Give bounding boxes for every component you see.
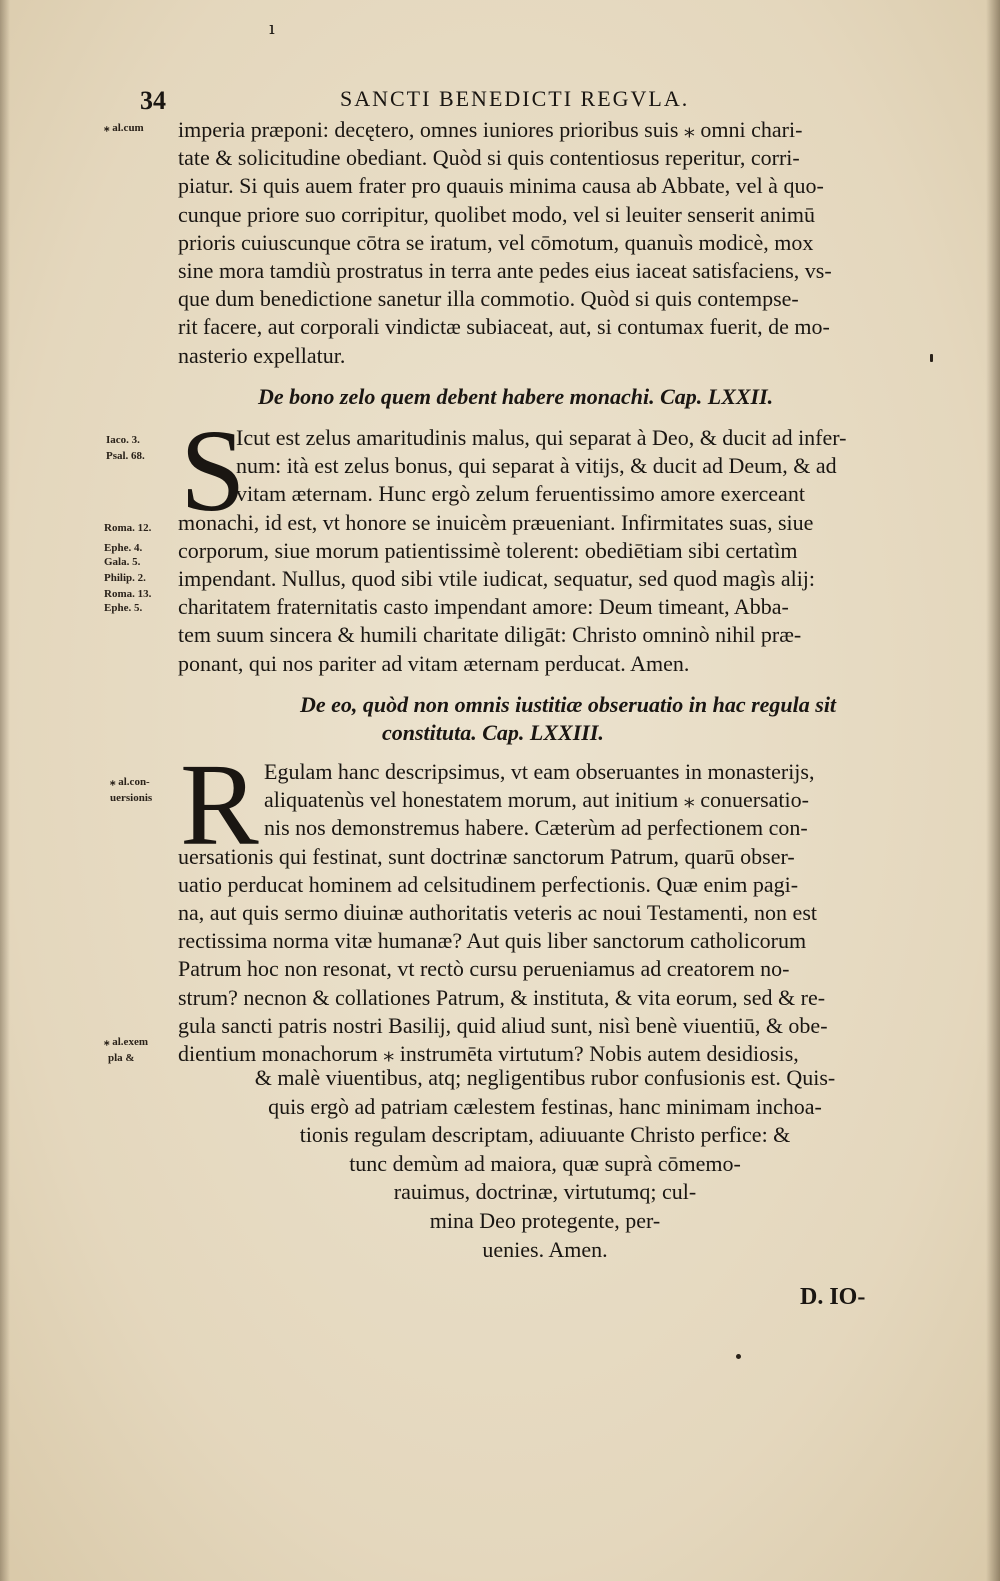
text-line: & malè viuentibus, atq; negligentibus rubor confusionis est. Quis- bbox=[254, 1065, 836, 1090]
text-line: Icut est zelus amaritudinis malus, qui separat à Deo, & ducit ad infer- bbox=[236, 425, 847, 450]
text-line: nis nos demonstremus habere. Cæterùm ad perfectionem con- bbox=[264, 815, 808, 841]
text-line: nasterio expellatur. bbox=[178, 342, 346, 368]
text-line: charitatem fraternitatis casto impendant amore: Deum timeant, Abba- bbox=[178, 594, 789, 620]
chapter-73-heading-line1: De eo, quòd non omnis iustitiæ obseruatio in hac regula sit bbox=[300, 692, 837, 717]
text-line: gula sancti patris nostri Basilij, quid aliud sunt, nisì benè viuentiū, & obe- bbox=[178, 1012, 828, 1038]
page-number: 34 bbox=[140, 86, 166, 115]
chapter-72-heading: De bono zelo quem debent habere monachi. Cap. LXXII. bbox=[258, 384, 774, 409]
text-line: dientium monachorum ⁎ instrumēta virtutum? Nobis autem desidiosis, bbox=[178, 1041, 799, 1067]
page-left-shadow bbox=[0, 0, 10, 1581]
chapter-72-text bbox=[178, 509, 895, 678]
margin-note-ephe5: Ephe. 5. bbox=[104, 602, 143, 614]
catchword: D. IO- bbox=[800, 1284, 866, 1310]
text-line: impendant. Nullus, quod sibi vtile iudicat, sequatur, sed quod magìs alij: bbox=[178, 566, 816, 591]
page-right-shadow bbox=[986, 0, 1000, 1581]
margin-note-uersionis: uersionis bbox=[110, 792, 153, 804]
text-line: tunc demùm ad maiora, quæ suprà cōmemo- bbox=[349, 1150, 741, 1176]
text-line: aliquatenùs vel honestatem morum, aut initium ⁎ conuersatio- bbox=[264, 787, 809, 813]
text-line: ponant, qui nos pariter ad vitam æternam perducat. Amen. bbox=[178, 650, 690, 676]
closing-tailpiece bbox=[150, 1064, 940, 1264]
text-line: rectissima norma vitæ humanæ? Aut quis liber sanctorum catholicorum bbox=[178, 928, 807, 954]
margin-note-philip2: Philip. 2. bbox=[104, 572, 146, 584]
text-line: prioris cuiuscunque cōtra se iratum, vel cōmotum, quanuìs modicè, mox bbox=[178, 229, 814, 255]
text-line: num: ità est zelus bonus, qui separat à vitijs, & ducit ad Deum, & ad bbox=[236, 453, 837, 479]
ink-speck bbox=[736, 1354, 741, 1359]
margin-note-gala5: Gala. 5. bbox=[104, 556, 141, 568]
text-line: imperia præponi: decętero, omnes iuniores prioribus suis ⁎ omni chari- bbox=[178, 117, 803, 142]
text-line: tionis regulam descriptam, adiuuante Christo perfice: & bbox=[299, 1122, 791, 1148]
text-line: rauimus, doctrinæ, virtutumq; cul- bbox=[393, 1179, 697, 1205]
margin-note-iaco: Iaco. 3. bbox=[106, 434, 140, 446]
margin-note-pla: pla & bbox=[108, 1052, 135, 1064]
margin-note-al-exem: ⁎ al.exem bbox=[104, 1036, 148, 1048]
dropcap-s: S bbox=[180, 405, 246, 536]
chapter-73-text-indented bbox=[264, 758, 895, 843]
text-block-intro bbox=[178, 116, 895, 370]
text-line: tate & solicitudine obediant. Quòd si quis contentiosus reperitur, corri- bbox=[178, 145, 800, 171]
text-line: sine mora tamdiù prostratus in terra ante pedes eius iaceat satisfaciens, vs- bbox=[178, 258, 832, 284]
text-line: vitam æternam. Hunc ergò zelum feruentissimo amore exerceant bbox=[236, 481, 805, 507]
text-line: strum? necnon & collationes Patrum, & instituta, & vita eorum, sed & re- bbox=[178, 984, 826, 1010]
text-line: que dum benedictione sanetur illa commotio. Quòd si quis contempse- bbox=[178, 286, 799, 312]
margin-note-al-con: ⁎ al.con- bbox=[110, 776, 150, 788]
text-line: mina Deo protegente, per- bbox=[429, 1207, 661, 1233]
top-mark: ı bbox=[269, 18, 275, 39]
margin-note-ephe4: Ephe. 4. bbox=[104, 542, 143, 554]
text-line: na, aut quis sermo diuinæ authoritatis veteris ac noui Testamenti, non est bbox=[178, 900, 817, 925]
ink-speck bbox=[930, 354, 933, 362]
margin-note-psal: Psal. 68. bbox=[106, 450, 145, 462]
text-line: uenies. Amen. bbox=[482, 1236, 608, 1262]
text-line: corporum, siue morum patientissimè tolerent: obediētiam sibi certatìm bbox=[178, 537, 798, 563]
text-line: uatio perducat hominem ad celsitudinem perfectionis. Quæ enim pagi- bbox=[178, 871, 799, 897]
text-line: monachi, id est, vt honore se inuicèm præueniant. Infirmitates suas, siue bbox=[178, 509, 814, 535]
running-head: SANCTI BENEDICTI REGVLA. bbox=[340, 86, 690, 111]
text-line: quis ergò ad patriam cælestem festinas, hanc minimam inchoa- bbox=[268, 1093, 822, 1119]
chapter-73-text bbox=[178, 843, 895, 1069]
text-line: Egulam hanc descripsimus, vt eam obseruantes in monasterijs, bbox=[264, 759, 815, 784]
text-line: rit facere, aut corporali vindictæ subiaceat, aut, si contumax fuerit, de mo- bbox=[178, 314, 830, 340]
dropcap-r: R bbox=[180, 739, 259, 870]
margin-note-roma13: Roma. 13. bbox=[104, 588, 152, 600]
margin-note-roma12: Roma. 12. bbox=[104, 522, 152, 534]
text-line: piatur. Si quis auem frater pro quauis minima causa ab Abbate, vel à quo- bbox=[178, 173, 824, 199]
margin-note-al-cum: ⁎ al.cum bbox=[104, 122, 144, 134]
text-line: cunque priore suo corripitur, quolibet modo, vel si leuiter senserit animū bbox=[178, 201, 815, 227]
chapter-72-text-indented bbox=[236, 424, 895, 509]
text-line: tem suum sincera & humili charitate diligāt: Christo omninò nihil præ- bbox=[178, 622, 802, 648]
text-line: Patrum hoc non resonat, vt rectò cursu perueniamus ad creatorem no- bbox=[178, 956, 790, 982]
chapter-73-heading-line2: constituta. Cap. LXXIII. bbox=[382, 720, 604, 745]
text-line: uersationis qui festinat, sunt doctrinæ sanctorum Patrum, quarū obser- bbox=[178, 843, 795, 869]
